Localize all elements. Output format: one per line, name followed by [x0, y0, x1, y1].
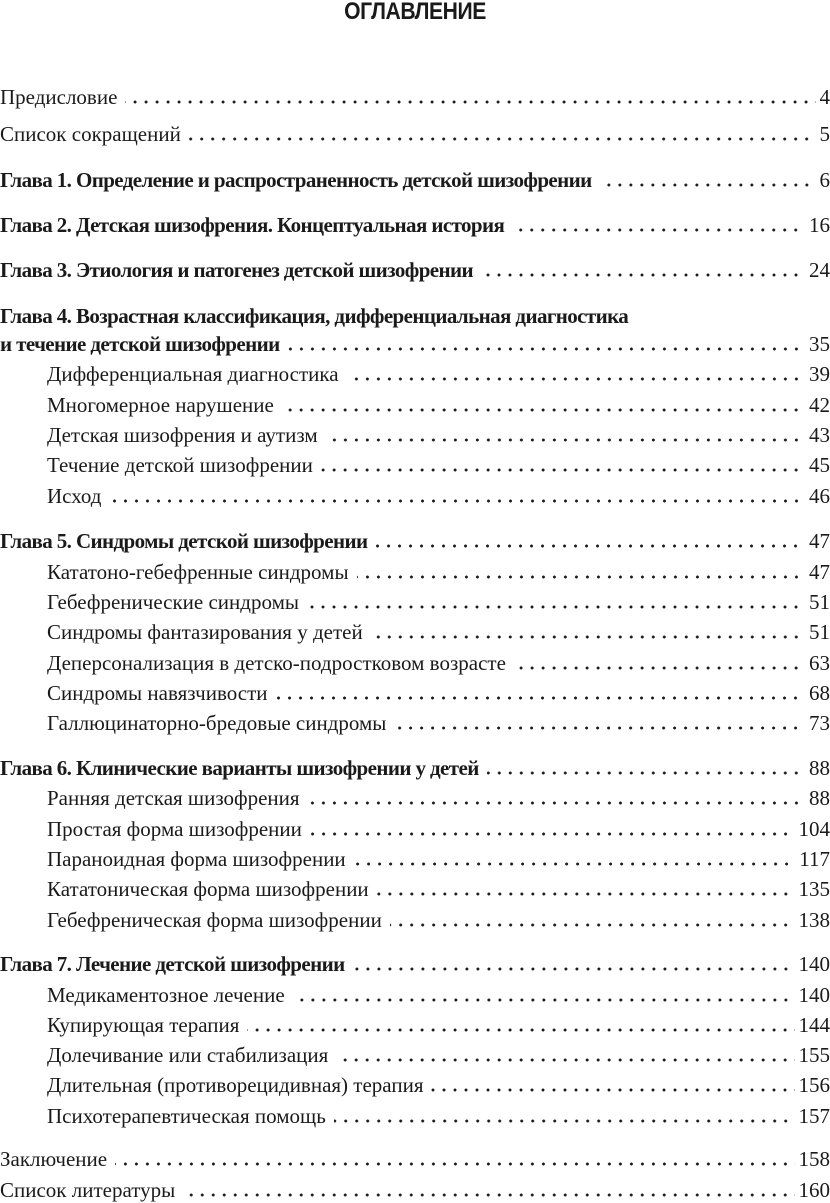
- page-title: ОГЛАВЛЕНИЕ: [50, 0, 780, 26]
- toc-section-entry[interactable]: [0, 615, 830, 645]
- dot-leader: [394, 726, 805, 730]
- toc-entry-title: Гебефреническая форма шизофрении: [0, 907, 382, 933]
- toc-page-number: 47: [809, 528, 830, 554]
- toc-page-number: 157: [799, 1103, 830, 1129]
- dot-leader: [326, 438, 805, 442]
- dot-leader: [481, 273, 805, 277]
- toc-section-entry[interactable]: [0, 978, 830, 1008]
- toc-section-entry[interactable]: [0, 418, 830, 448]
- dot-leader: [487, 771, 805, 775]
- toc-page-number: 155: [799, 1042, 830, 1068]
- toc-chapter-entry[interactable]: [0, 253, 830, 283]
- dot-leader: [336, 1058, 794, 1062]
- toc-section-entry[interactable]: [0, 1038, 830, 1068]
- toc-chapter-entry[interactable]: [0, 947, 830, 977]
- toc-page-number: 144: [799, 1012, 830, 1038]
- toc-page-number: 88: [809, 755, 830, 781]
- toc-chapter-entry[interactable]: [0, 163, 830, 193]
- toc-page-number: 46: [809, 483, 830, 509]
- dot-leader: [110, 499, 806, 503]
- dot-leader: [375, 544, 805, 548]
- toc-section-entry[interactable]: [0, 872, 830, 902]
- toc-entry[interactable]: [0, 1142, 830, 1172]
- toc-section-entry[interactable]: [0, 388, 830, 418]
- toc-entry-title: Многомерное нарушение: [0, 392, 274, 418]
- toc-section-entry[interactable]: [0, 812, 830, 842]
- toc-page-number: 35: [809, 331, 830, 357]
- toc-page-number: 160: [799, 1177, 830, 1203]
- toc-page-number: 24: [809, 257, 830, 283]
- dot-leader: [512, 228, 805, 232]
- toc-entry-title: Галлюцинаторно-бредовые синдромы: [0, 710, 386, 736]
- toc-chapter-entry[interactable]: [0, 327, 830, 357]
- dot-leader: [307, 605, 805, 609]
- toc-page-number: 73: [809, 710, 830, 736]
- dot-leader: [125, 100, 815, 104]
- toc-page-number: 104: [799, 816, 830, 842]
- toc-section-entry[interactable]: [0, 842, 830, 872]
- toc-entry-title: Параноидная форма шизофрении: [0, 846, 346, 872]
- dot-leader: [600, 183, 816, 187]
- dot-leader: [282, 408, 805, 412]
- toc-entry[interactable]: [0, 1173, 830, 1203]
- toc-page-number: 117: [799, 846, 830, 872]
- dot-leader: [183, 1193, 794, 1197]
- toc-section-entry[interactable]: [0, 1008, 830, 1038]
- toc-section-entry[interactable]: [0, 585, 830, 615]
- toc-entry-title: Ранняя детская шизофрения: [0, 785, 300, 811]
- toc-entry-title: Простая форма шизофрении: [0, 816, 302, 842]
- toc-page-number: 47: [809, 559, 830, 585]
- toc-entry-title: Список литературы: [0, 1177, 175, 1203]
- toc-page-number: 4: [820, 84, 830, 110]
- toc-page-number: 16: [809, 212, 830, 238]
- toc-chapter-heading: Глава 4. Возрастная классификация, дифференциальная диагностика: [0, 299, 628, 329]
- toc-entry-title: Кататоно-гебефренные синдромы: [0, 559, 349, 585]
- dot-leader: [371, 635, 805, 639]
- toc-section-entry[interactable]: [0, 781, 830, 811]
- toc-entry-title: Долечивание или стабилизация: [0, 1042, 328, 1068]
- toc-section-entry[interactable]: [0, 646, 830, 676]
- toc-page-number: 140: [799, 951, 830, 977]
- toc-entry-title: Течение детской шизофрении: [0, 452, 313, 478]
- toc-section-entry[interactable]: [0, 448, 830, 478]
- toc-entry-title: Глава 2. Детская шизофрения. Концептуальная история: [0, 212, 504, 238]
- dot-leader: [115, 1162, 794, 1166]
- dot-leader: [514, 666, 805, 670]
- toc-entry-title: Глава 6. Клинические варианты шизофрении у детей: [0, 755, 479, 781]
- toc-page-number: 63: [809, 650, 830, 676]
- toc-page-number: 43: [809, 422, 830, 448]
- toc-section-entry[interactable]: [0, 479, 830, 509]
- toc-entry-title: Психотерапевтическая помощь: [0, 1103, 326, 1129]
- toc-section-entry[interactable]: [0, 903, 830, 933]
- toc-page-number: 135: [799, 876, 830, 902]
- toc-entry[interactable]: [0, 80, 830, 110]
- toc-page-number: 156: [799, 1072, 830, 1098]
- dot-leader: [357, 575, 805, 579]
- toc-entry-title: Длительная (противорецидивная) терапия: [0, 1072, 423, 1098]
- toc-chapter-entry[interactable]: [0, 208, 830, 238]
- dot-leader: [247, 1028, 794, 1032]
- toc-entry-title: Медикаментозное лечение: [0, 982, 285, 1008]
- toc-section-entry[interactable]: [0, 357, 830, 387]
- toc-entry-title: Список сокращений: [0, 121, 181, 147]
- toc-entry[interactable]: [0, 117, 830, 147]
- toc-chapter-entry[interactable]: [0, 524, 830, 554]
- toc-entry-title: Глава 1. Определение и распространенность детской шизофрении: [0, 167, 592, 193]
- dot-leader: [189, 137, 816, 141]
- toc-page-number: 45: [809, 452, 830, 478]
- toc-entry-title: Глава 7. Лечение детской шизофрении: [0, 951, 345, 977]
- toc-chapter-entry[interactable]: [0, 751, 830, 781]
- toc-page-number: 51: [809, 589, 830, 615]
- toc-entry-title: Исход: [0, 483, 102, 509]
- dot-leader: [390, 923, 795, 927]
- toc-entry-title: Заключение: [0, 1146, 107, 1172]
- toc-entry-title: Гебефренические синдромы: [0, 589, 299, 615]
- dot-leader: [353, 967, 795, 971]
- dot-leader: [275, 696, 805, 700]
- toc-section-entry[interactable]: [0, 1099, 830, 1129]
- dot-leader: [288, 347, 805, 351]
- dot-leader: [308, 801, 805, 805]
- dot-leader: [431, 1088, 794, 1092]
- toc-entry-title: Глава 3. Этиология и патогенез детской шизофрении: [0, 257, 473, 283]
- toc-entry-title: и течение детской шизофрении: [0, 331, 280, 357]
- toc-section-entry[interactable]: [0, 555, 830, 585]
- toc-entry-title: Предисловие: [0, 84, 117, 110]
- toc-page-number: 39: [809, 361, 830, 387]
- toc-entry-title: Глава 5. Синдромы детской шизофрении: [0, 528, 367, 554]
- dot-leader: [334, 1119, 795, 1123]
- toc-page-number: 138: [799, 907, 830, 933]
- toc-page-number: 5: [820, 121, 830, 147]
- dot-leader: [347, 377, 805, 381]
- toc-page-number: 68: [809, 680, 830, 706]
- toc-page-number: 140: [799, 982, 830, 1008]
- toc-entry-title: Кататоническая форма шизофрении: [0, 876, 369, 902]
- dot-leader: [310, 832, 795, 836]
- dot-leader: [354, 862, 796, 866]
- toc-section-entry[interactable]: [0, 706, 830, 736]
- toc-entry-title: Синдромы навязчивости: [0, 680, 267, 706]
- toc-entry-title: Детская шизофрения и аутизм: [0, 422, 318, 448]
- toc-page-number: 51: [809, 619, 830, 645]
- dot-leader: [321, 468, 805, 472]
- toc-entry-title: Деперсонализация в детско-подростковом возрасте: [0, 650, 506, 676]
- toc-section-entry[interactable]: [0, 676, 830, 706]
- toc-page-number: 88: [809, 785, 830, 811]
- toc-entry-title: Купирующая терапия: [0, 1012, 239, 1038]
- dot-leader: [377, 892, 795, 896]
- toc-page-number: 158: [799, 1146, 830, 1172]
- toc-section-entry[interactable]: [0, 1068, 830, 1098]
- toc-entry-title: Дифференциальная диагностика: [0, 361, 339, 387]
- toc-entry-title: Синдромы фантазирования у детей: [0, 619, 363, 645]
- toc-page-number: 6: [820, 167, 830, 193]
- dot-leader: [293, 998, 795, 1002]
- toc-page-number: 42: [809, 392, 830, 418]
